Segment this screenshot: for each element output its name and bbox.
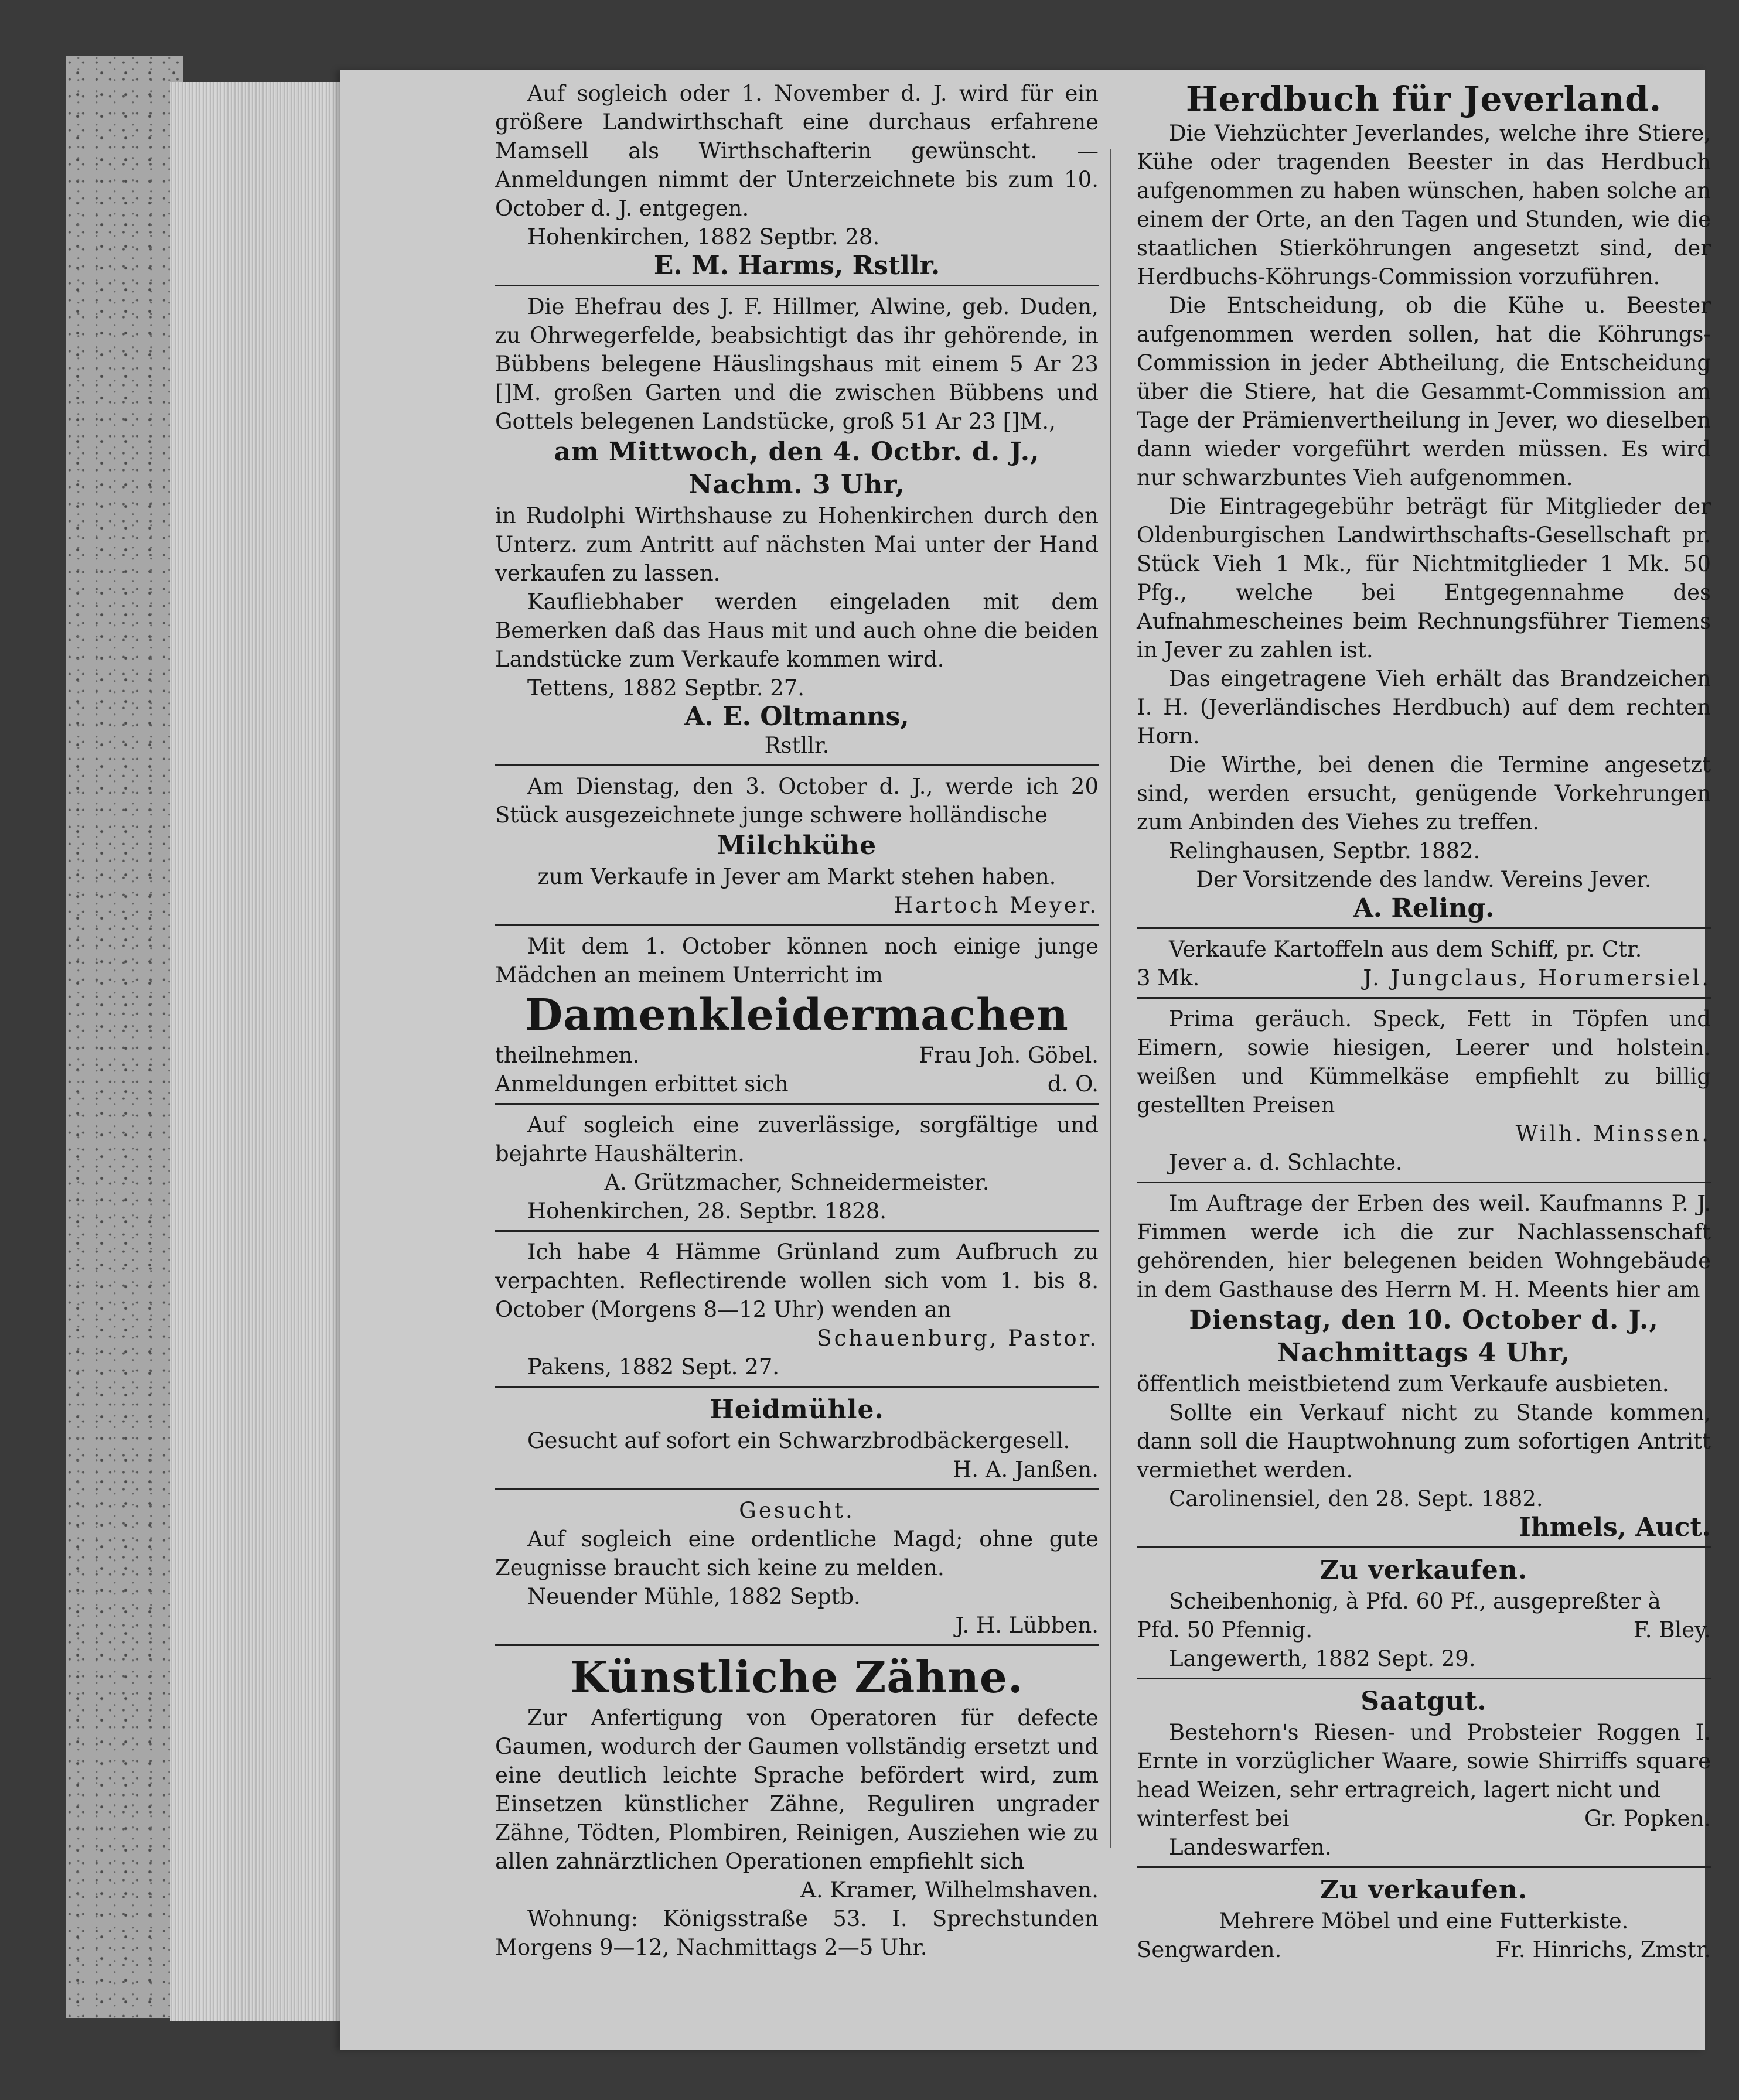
ad-text: Sollte ein Verkauf nicht zu Stande kommen, dann soll die Hauptwohnung zum sofortigen Antritt vermiethet werden. <box>1137 1400 1711 1483</box>
right-column <box>1137 79 1711 1964</box>
ad-milk-cows <box>495 772 1099 920</box>
separator-rule <box>495 1488 1099 1490</box>
ad-text: Das eingetragene Vieh erhält das Brandzeichen I. H. (Jeverländisches Herdbuch) auf dem rechten Horn. <box>1137 666 1711 749</box>
ad-text: Gesucht auf sofort ein Schwarzbrodbäckergesell. <box>527 1428 1070 1453</box>
ad-date-heading: Dienstag, den 10. October d. J., <box>1189 1305 1659 1335</box>
ad-line <box>1137 1935 1711 1964</box>
separator-rule <box>1137 1182 1711 1183</box>
ad-text: Die Ehefrau des J. F. Hillmer, Alwine, geb. Duden, zu Ohrwegerfelde, beabsichtigt das ihr gehörende, in Bübbens belegene Häuslingshaus mit einem 5 Ar 23 []M. großen Garten und die zwischen Bübbens und Gottels belegenen Landstücke, groß 51 Ar 23 []M., <box>495 294 1099 434</box>
ad-text: Verkaufe Kartoffeln aus dem Schiff, pr. Ctr. <box>1169 937 1642 962</box>
ad-heading: Zu verkaufen. <box>1319 1875 1528 1905</box>
ad-text: Die Viehzüchter Jeverlandes, welche ihre Stiere, Kühe oder tragenden Beester in das Herdbuch aufgenommen zu haben wünschen, haben solche an einem der Orte, an den Tagen und Stunden, wie die staatlichen Stierköhrungen angesetzt sind, der Herdbuchs-Köhrungs-Commission vorzuführen. <box>1137 121 1711 289</box>
ad-address: Wohnung: Königsstraße 53. I. Sprechstunden Morgens 9—12, Nachmittags 2—5 Uhr. <box>495 1906 1099 1960</box>
separator-rule <box>495 1386 1099 1388</box>
ad-signature: Ihmels, Auct. <box>1519 1512 1711 1542</box>
page-stack-edges <box>170 82 346 2021</box>
ad-date: Langewerth, 1882 Sept. 29. <box>1169 1646 1476 1671</box>
ad-text: Die Eintragegebühr beträgt für Mitglieder der Oldenburgischen Landwirthschafts-Gesellschaft pr. Stück Vieh 1 Mk., für Nichtmitglieder 1 Mk. 50 Pfg., welche bei Entgegennahme des Aufnahmescheines beim Rechnungsführer Tiemens in Jever zu zahlen ist. <box>1137 494 1711 663</box>
ad-line-right: F. Bley. <box>1633 1617 1711 1643</box>
ad-line-right: Gr. Popken. <box>1584 1806 1711 1831</box>
separator-rule <box>1137 997 1711 999</box>
ad-heading: Damenkleidermachen <box>525 990 1069 1040</box>
ad-date: Hohenkirchen, 1882 Septbr. 28. <box>527 224 880 250</box>
book-cover-edge <box>66 56 183 2018</box>
ad-seed <box>1137 1685 1711 1862</box>
ad-heading: Milchkühe <box>717 831 877 861</box>
separator-rule <box>1137 1546 1711 1548</box>
ad-line-left: Anmeldungen erbittet sich <box>495 1071 789 1097</box>
left-column <box>495 79 1099 1962</box>
ad-text: Auf sogleich eine ordentliche Magd; ohne gute Zeugnisse braucht sich keine zu melden. <box>495 1527 1099 1580</box>
ad-text: Ich habe 4 Hämme Grünland zum Aufbruch zu verpachten. Reflectirende wollen sich vom 1. bis 8. October (Morgens 8—12 Uhr) wenden an <box>495 1239 1099 1322</box>
ad-date: Carolinensiel, den 28. Sept. 1882. <box>1169 1486 1543 1511</box>
separator-rule <box>495 1644 1099 1646</box>
ad-signature: A. E. Oltmanns, <box>684 702 909 732</box>
ad-line-right: Fr. Hinrichs, Zmstr. <box>1495 1937 1711 1962</box>
ad-honey <box>1137 1554 1711 1673</box>
ad-text: in Rudolphi Wirthshause zu Hohenkirchen durch den Unterz. zum Antritt auf nächsten Mai unter der Hand verkaufen zu lassen. <box>495 503 1099 586</box>
ad-place: Jever a. d. Schlachte. <box>1169 1150 1403 1175</box>
ad-line-left: winterfest bei <box>1137 1806 1290 1831</box>
ad-date: Hohenkirchen, 28. Septbr. 1828. <box>527 1198 886 1224</box>
ad-potatoes <box>1137 935 1711 992</box>
ad-line <box>495 1070 1099 1098</box>
ad-heading: Zu verkaufen. <box>1319 1555 1528 1585</box>
ad-date: Pakens, 1882 Sept. 27. <box>527 1354 780 1379</box>
ad-date-heading: am Mittwoch, den 4. Octbr. d. J., <box>554 437 1040 467</box>
ad-line-left: theilnehmen. <box>495 1043 640 1068</box>
ad-grassland <box>495 1238 1099 1381</box>
separator-rule <box>495 764 1099 766</box>
ad-line <box>1137 1804 1711 1833</box>
ad-maid-wanted <box>495 1496 1099 1640</box>
ad-heidmuehle <box>495 1394 1099 1484</box>
ad-text: Die Wirthe, bei denen die Termine angesetzt sind, werden ersucht, genügende Vorkehrungen zum Anbinden des Viehes zu treffen. <box>1137 752 1711 835</box>
ad-housekeeper <box>495 79 1099 280</box>
ad-signature: A. Kramer, Wilhelmshaven. <box>800 1877 1099 1903</box>
ad-smoked-goods <box>1137 1005 1711 1177</box>
separator-rule <box>495 1103 1099 1105</box>
separator-rule <box>1137 1866 1711 1868</box>
ad-text: Die Entscheidung, ob die Kühe u. Beester aufgenommen werden sollen, hat die Köhrungs-Commission in jeder Abtheilung, die Entscheidung über die Stiere, hat die Gesammt-Commission am Tage der Prämienvertheilung in Jever, wo dieselben dann wieder vorgeführt werden müssen. Es wird nur schwarzbuntes Vieh aufgenommen. <box>1137 293 1711 490</box>
ad-line-left: Sengwarden. <box>1137 1937 1282 1962</box>
ad-place: Tettens, 1882 Septbr. 27. <box>527 675 805 701</box>
ad-text: zum Verkaufe in Jever am Markt stehen haben. <box>537 864 1056 889</box>
ad-org: Der Vorsitzende des landw. Vereins Jever. <box>1196 867 1652 892</box>
ad-signature: A. Reling. <box>1353 893 1495 923</box>
ad-signature: J. Jungclaus, Horumersiel. <box>1363 965 1711 991</box>
ad-time-heading: Nachm. 3 Uhr, <box>688 470 905 500</box>
ad-heading: Künstliche Zähne. <box>570 1652 1024 1703</box>
ad-signature: E. M. Harms, Rstllr. <box>653 251 940 281</box>
ad-heading: Herdbuch für Jeverland. <box>1185 79 1662 119</box>
ad-text: Bestehorn's Riesen- und Probsteier Roggen I. Ernte in vorzüglicher Waare, sowie Shirriffs square head Weizen, sehr ertragreich, lagert nicht und <box>1137 1720 1711 1802</box>
separator-rule <box>495 285 1099 286</box>
ad-dentist <box>495 1652 1099 1962</box>
ad-heading: Saatgut. <box>1360 1686 1487 1716</box>
ad-estate-auction <box>1137 1189 1711 1542</box>
ad-herdbook <box>1137 79 1711 923</box>
ad-line-left: Pfd. 50 Pfennig. <box>1137 1617 1313 1643</box>
ad-line <box>1137 1616 1711 1644</box>
ad-house-sale <box>495 292 1099 760</box>
ad-line <box>1137 964 1711 992</box>
ad-text: Prima geräuch. Speck, Fett in Töpfen und Eimern, sowie hiesigen, Leerer und holstein. weißen und Kümmelkäse empfiehlt zu billig gestellten Preisen <box>1137 1006 1711 1118</box>
ad-time-heading: Nachmittags 4 Uhr, <box>1277 1338 1571 1368</box>
ad-line <box>495 1041 1099 1070</box>
ad-text: öffentlich meistbietend zum Verkaufe ausbieten. <box>1137 1371 1669 1396</box>
ad-signature: Hartoch Meyer. <box>894 893 1099 918</box>
ad-text: Im Auftrage der Erben des weil. Kaufmanns P. J. Fimmen werde ich die zur Nachlassenschaft gehörenden, hier belegenen beiden Wohngebäude in dem Gasthause des Herrn M. H. Meents hier am <box>1137 1191 1711 1302</box>
ad-signature: Schauenburg, Pastor. <box>817 1326 1099 1351</box>
column-divider <box>1110 149 1111 1848</box>
ad-text: Zur Anfertigung von Operatoren für defecte Gaumen, wodurch der Gaumen vollständig ersetzt und eine deutlich leichte Sprache befördert wird, zum Einsetzen künstlicher Zähne, Reguliren ungrader Zähne, Tödten, Plombiren, Reinigen, Ausziehen wie zu allen zahnärztlichen Operationen empfiehlt sich <box>495 1705 1099 1874</box>
ad-date: Relinghausen, Septbr. 1882. <box>1169 838 1481 863</box>
ad-line-right: Frau Joh. Göbel. <box>919 1043 1099 1068</box>
ad-text: Am Dienstag, den 3. October d. J., werde ich 20 Stück ausgezeichnete junge schwere holländische <box>495 774 1099 828</box>
ad-heading: Gesucht. <box>739 1498 855 1523</box>
ad-furniture <box>1137 1874 1711 1964</box>
ad-text: Scheibenhonig, à Pfd. 60 Pf., ausgepreßter à <box>1169 1589 1661 1614</box>
ad-price: 3 Mk. <box>1137 965 1200 991</box>
ad-signature: J. H. Lübben. <box>955 1613 1099 1638</box>
separator-rule <box>1137 1678 1711 1679</box>
ad-text: Mehrere Möbel und eine Futterkiste. <box>1219 1908 1629 1934</box>
ad-line-right: d. O. <box>1047 1071 1099 1097</box>
ad-text: Auf sogleich eine zuverlässige, sorgfältige und bejahrte Haushälterin. <box>495 1112 1099 1166</box>
ad-signature: A. Grützmacher, Schneidermeister. <box>604 1170 990 1195</box>
ad-signature: Wilh. Minssen. <box>1515 1121 1711 1146</box>
ad-dressmaking <box>495 932 1099 1098</box>
ad-heading: Heidmühle. <box>710 1395 884 1425</box>
ad-text: Auf sogleich oder 1. November d. J. wird für ein größere Landwirthschaft eine durchaus erfahrene Mamsell als Wirthschafterin gewünscht. — Anmeldungen nimmt der Unterzeichnete bis zum 10. October d. J. entgegen. <box>495 81 1099 221</box>
ad-signature-title: Rstllr. <box>764 733 830 758</box>
separator-rule <box>495 924 1099 926</box>
ad-text: Kaufliebhaber werden eingeladen mit dem Bemerken daß das Haus mit und auch ohne die beiden Landstücke zum Verkaufe kommen wird. <box>495 589 1099 672</box>
ad-place: Landeswarfen. <box>1169 1835 1332 1860</box>
separator-rule <box>495 1230 1099 1232</box>
separator-rule <box>1137 927 1711 929</box>
ad-date: Neuender Mühle, 1882 Septb. <box>527 1584 861 1609</box>
ad-signature: H. A. Janßen. <box>953 1457 1099 1482</box>
ad-housekeeper-2 <box>495 1111 1099 1225</box>
ad-text: Mit dem 1. October können noch einige junge Mädchen an meinem Unterricht im <box>495 934 1099 988</box>
